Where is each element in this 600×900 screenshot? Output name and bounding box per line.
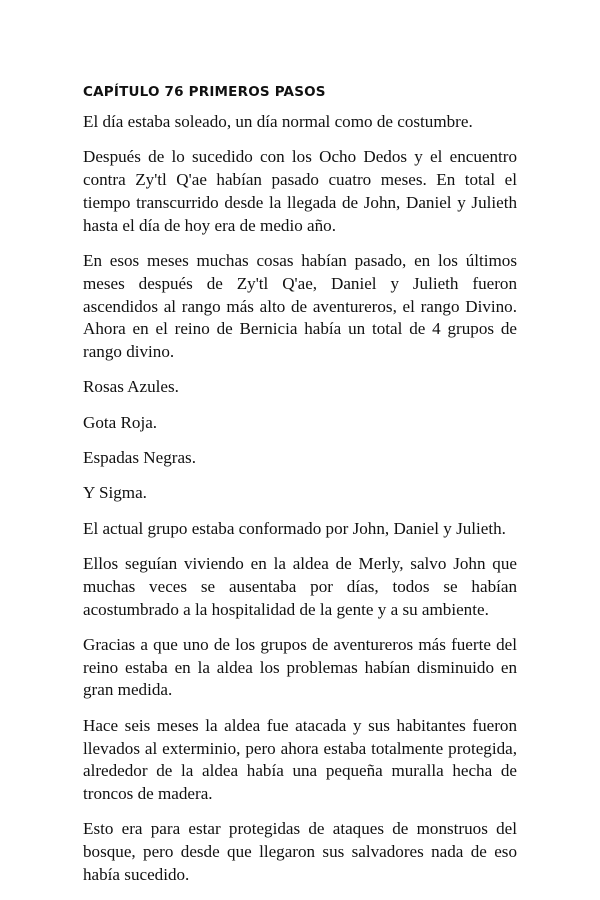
chapter-title: CAPÍTULO 76 PRIMEROS PASOS bbox=[83, 84, 326, 100]
paragraph: Rosas Azules. bbox=[83, 377, 179, 397]
paragraph: Gracias a que uno de los grupos de aventureros más fuerte del reino estaba en la aldea los problemas habían disminuido en gran medida. bbox=[83, 634, 517, 700]
paragraph: Y Sigma. bbox=[83, 483, 147, 503]
paragraph: El día estaba soleado, un día normal como de costumbre. bbox=[83, 112, 473, 131]
paragraph: Hace seis meses la aldea fue atacada y sus habitantes fueron llevados al exterminio, pero ahora estaba totalmente protegida, alrededor de la aldea había una pequeña muralla hecha de troncos de madera. bbox=[83, 715, 517, 804]
paragraph: Esto era para estar protegidas de ataques de monstruos del bosque, pero desde que llegaron sus salvadores nada de eso había sucedido. bbox=[83, 819, 517, 885]
paragraph: Ellos seguían viviendo en la aldea de Merly, salvo John que muchas veces se ausentaba por días, todos se habían acostumbrado a la hospitalidad de la gente y a su ambiente. bbox=[83, 553, 517, 619]
paragraph: El actual grupo estaba conformado por John, Daniel y Julieth. bbox=[83, 518, 506, 538]
paragraph: Espadas Negras. bbox=[83, 448, 196, 468]
paragraph: En esos meses muchas cosas habían pasado, en los últimos meses después de Zy'tl Q'ae, Daniel y Julieth fueron ascendidos al rango más alto de aventureros, el rango Divino. Ahora en el reino de Bernicia había un total de 4 grupos de rango divino. bbox=[83, 250, 517, 362]
paragraph: Después de lo sucedido con los Ocho Dedos y el encuentro contra Zy'tl Q'ae habían pasado cuatro meses. En total el tiempo transcurrido desde la llegada de John, Daniel y Julieth hasta el día de hoy era de medio año. bbox=[83, 147, 517, 235]
paragraph: Gota Roja. bbox=[83, 412, 158, 432]
